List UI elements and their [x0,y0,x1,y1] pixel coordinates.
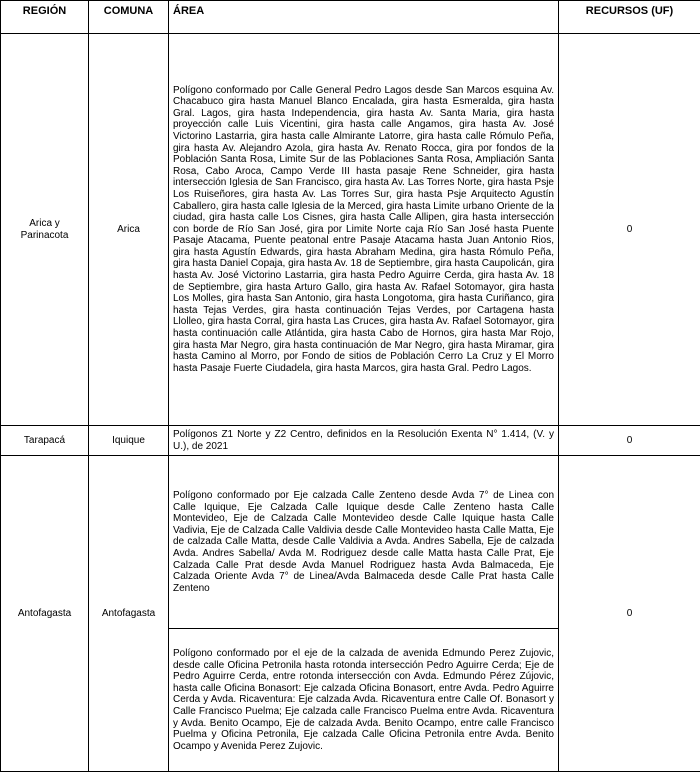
header-area: ÁREA [169,1,559,34]
comuna-cell: Antofagasta [89,456,169,772]
region-cell: Tarapacá [1,426,89,456]
header-region: REGIÓN [1,1,89,34]
recursos-cell: 0 [559,34,700,426]
table-row-tarapaca [1,426,700,456]
recursos-cell: 0 [559,426,700,456]
header-recursos: RECURSOS (UF) [559,1,700,34]
comuna-cell: Iquique [89,426,169,456]
area-cell: Polígono conformado por el eje de la calzada de avenida Edmundo Perez Zujovic, desde calle Oficina Petronila hasta rotonda intersección Pedro Aguirre Cerda; Eje de Pedro Aguirre Cerda, entre rotonda intersección con Avda. Edmundo Pérez Zújovic, hasta calle Oficina Bonasort: Eje calzada Oficina Bonasort, entre Avda. Pedro Aguirre Cerda y Avda. Ricaventura: Eje calzada Avda. Ricaventura entre Calle Of. Bonasort y Calle Francisco Puelma; Eje calzada calle Francisco Puelma entre Avda. Ricaventura y Avda. Benito Ocampo, Eje de calzada Avda. Benito Ocampo, entre calle Francisco Puelma y Oficina Petronila, Eje calzada Calle Oficina Petronila entre Avda. Benito Ocampo y Avenida Perez Zujovic. [169,629,559,772]
comuna-cell: Arica [89,34,169,426]
region-cell: Arica y Parinacota [1,34,89,426]
table-row-antofagasta-1 [1,456,700,629]
table-row-arica [1,34,700,426]
area-cell: Polígonos Z1 Norte y Z2 Centro, definidos en la Resolución Exenta N° 1.414, (V. y U.), de 2021 [169,426,559,456]
header-row [1,1,700,34]
region-cell: Antofagasta [1,456,89,772]
area-cell: Polígono conformado por Calle General Pedro Lagos desde San Marcos esquina Av. Chacabuco gira hasta Manuel Blanco Encalada, gira hasta Esmeralda, gira hasta Gral. Lagos, gira hasta Independencia, gira hasta Av. Santa Maria, gira hasta proyección calle Luis Vicentini, gira hasta calle Angamos, gira hasta Av. José Victorino Lastarria, gira hasta calle Almirante Latorre, gira hasta calle Rómulo Peña, gira hasta Av. Alejandro Azola, gira hasta Av. Renato Rocca, gira por fondos de la Población Santa Rosa, Limite Sur de las Poblaciones Santa Rosa, Ampliación Santa Rosa, Cabo Aroca, Campo Verde III hasta pasaje Rene Schneider, gira hasta intersección Iglesia de San Francisco, gira hasta Av. Las Torres Norte, gira hasta Psje Los Ruiseñores, gira hasta Av. Las Torres Sur, gira hasta Psje Arquitecto Agustín Caballero, gira hasta calle Iglesia de la Merced, gira hasta Limite urbano Oriente de la ciudad, gira hasta calle Los Cisnes, gira hasta Calle Allipen, gira hasta intersección con borde de Río San José, gira por Limite Norte caja Río San José hasta Puente Pasaje Atacama, Puente peatonal entre Pasaje Atacama hasta Juan Antonio Rios, gira hasta Agustín Edwards, gira hasta Abraham Medina, gira hasta Rómulo Peña, gira hasta Daniel Copaja, gira hasta Av. 18 de Septiembre, gira hasta Caupolicán, gira hasta Av. José Victorino Lastarria, gira hasta Pedro Aguirre Cerda, gira hasta Av. 18 de Septiembre, gira hasta Arturo Gallo, gira hasta Av. Rafael Sotomayor, gira hasta Los Molles, gira hasta San Antonio, gira hasta Longotoma, gira hasta Curiñanco, gira hasta Tejas Verdes, gira hasta continuación Tejas Verdes, por Cartagena hasta Llolleo, gira hasta Corral, gira hasta Las Cruces, gira hasta Av. Rafael Sotomayor, gira hasta continuación calle Atlántida, gira hasta Cabo de Hornos, gira hasta Mar Rojo, gira hasta Mar Negro, gira hasta continuación de Mar Negro, gira hasta Miramar, gira hasta Camino al Morro, por Fondo de sitios de Población Cerro La Cruz y El Morro hasta Pasaje Fuerte Ciudadela, gira hasta Marcos, gira hasta Gral. Pedro Lagos. [169,34,559,426]
area-cell: Polígono conformado por Eje calzada Calle Zenteno desde Avda 7° de Linea con Calle Iquique, Eje Calzada Calle Iquique desde Calle Zenteno hasta Calle Montevideo, Eje de Calzada Calle Montevideo desde Calle Iquique hasta Calle Vadivia, Eje de Calzada Calle Valdivia desde Calle Montevideo hasta Calle Matta, Eje de calzada Calle Matta, desde Calle Valdivia a Avda. Andres Sabella, Eje de calzada Avda. Andres Sabella/ Avda M. Rodriguez desde calle Matta hasta Calle Prat, Eje Calzada Calle Prat desde Avda Manuel Rodriguez hasta Avda Balmaceda, Eje Calzada Oriente Avda 7° de Linea/Avda Balmaceda desde Calle Prat hasta Calle Zenteno [169,456,559,629]
recursos-cell: 0 [559,456,700,772]
header-comuna: COMUNA [89,1,169,34]
